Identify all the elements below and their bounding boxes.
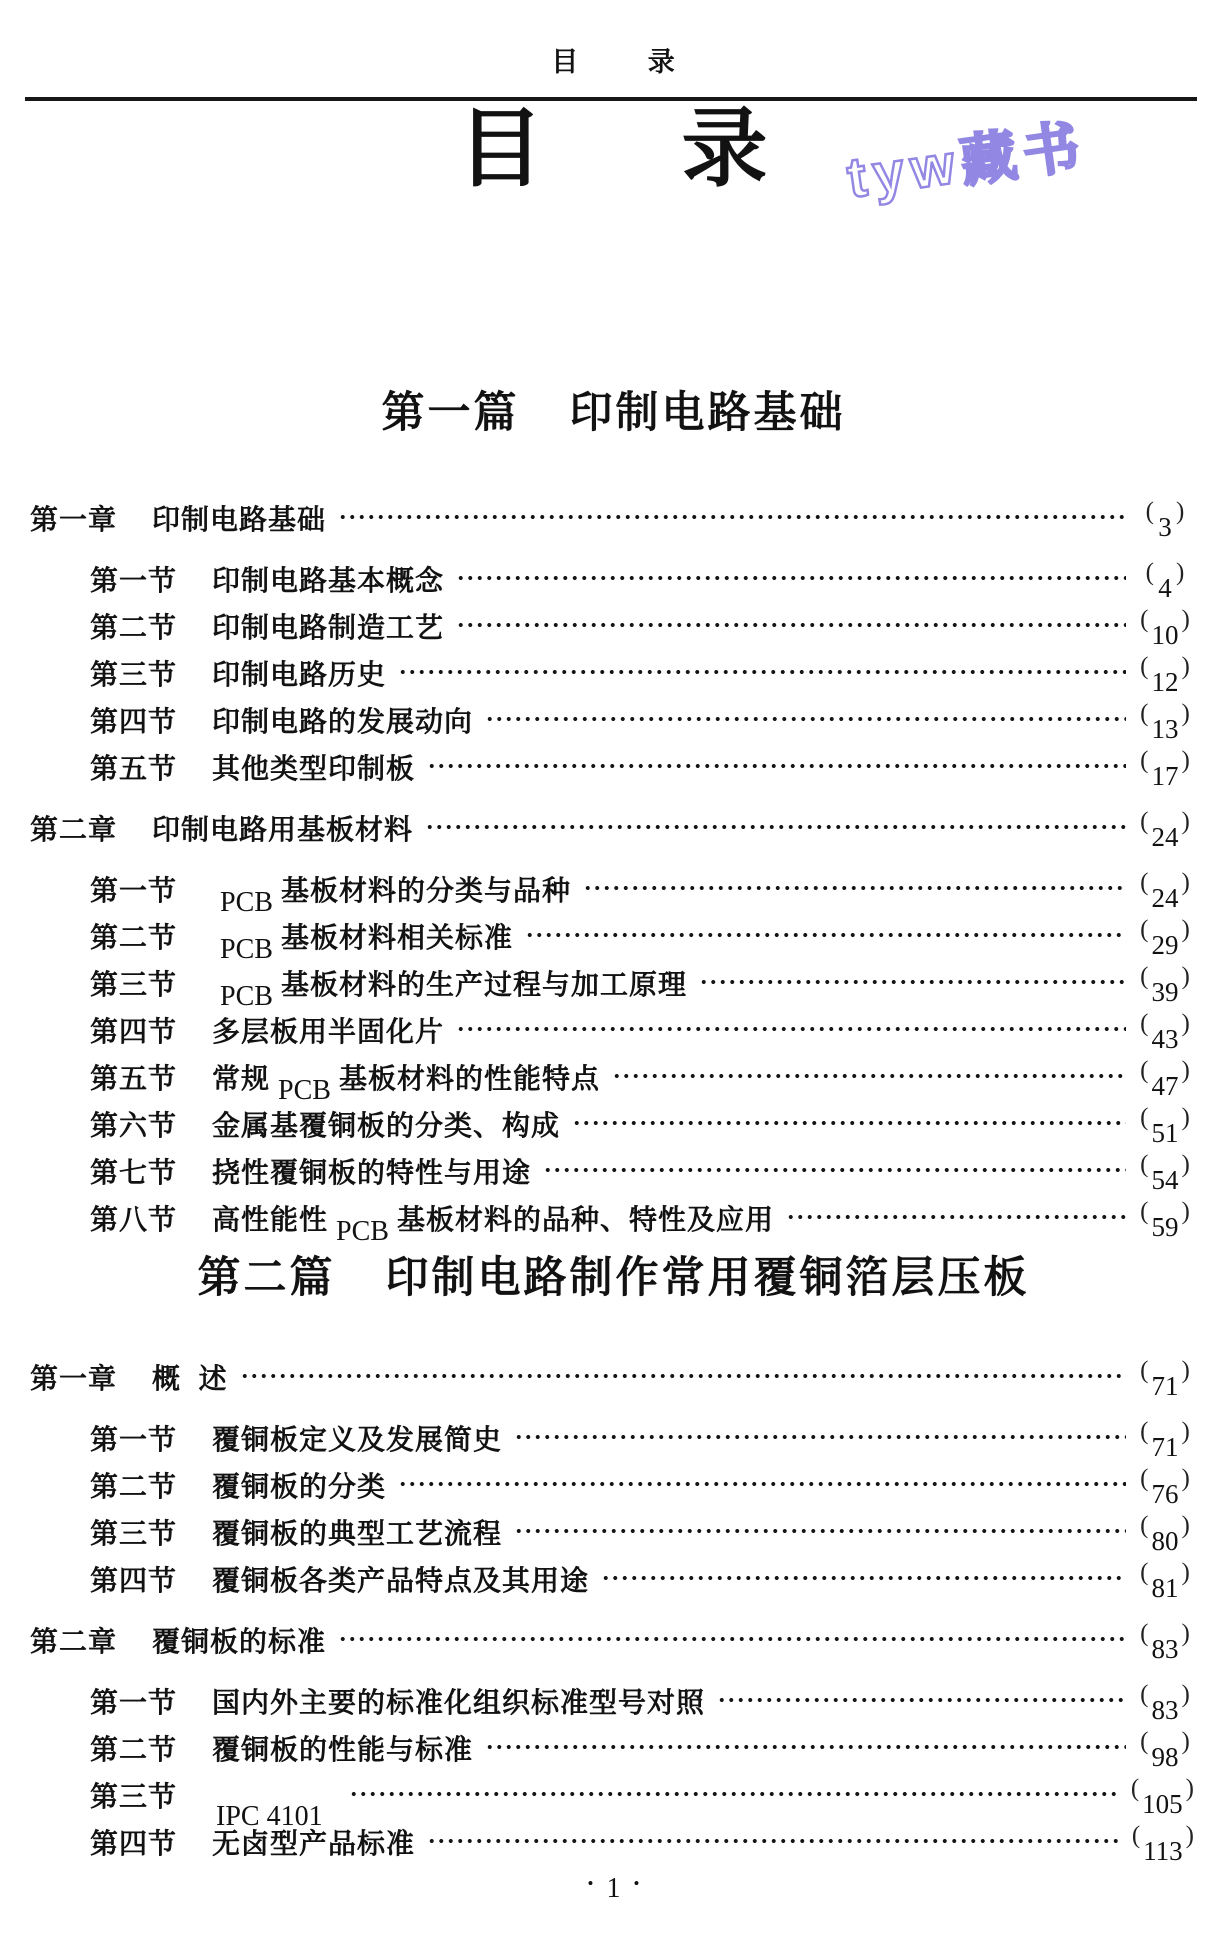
paren-open: ( bbox=[1140, 700, 1149, 727]
page-number-value: 29 bbox=[1151, 930, 1179, 960]
entry-title bbox=[212, 1057, 600, 1106]
toc-list-part-2 bbox=[0, 1353, 1227, 1865]
dot-leader bbox=[398, 667, 1126, 677]
entry-title bbox=[212, 1198, 774, 1247]
page-number-value: 98 bbox=[1151, 1742, 1179, 1772]
dot-leader bbox=[786, 1212, 1126, 1222]
paren-open: ( bbox=[1130, 1775, 1140, 1802]
paren-open: ( bbox=[1140, 606, 1149, 633]
page-number-value: 80 bbox=[1151, 1526, 1179, 1556]
page-number-value: 71 bbox=[1151, 1432, 1179, 1462]
paren-open: ( bbox=[1140, 1559, 1149, 1586]
toc-row-section bbox=[0, 696, 1227, 743]
entry-title-text: 印制电路用基板材料 bbox=[152, 813, 414, 845]
page-footer bbox=[0, 1873, 1227, 1905]
page-number bbox=[1130, 1775, 1194, 1819]
toc-row-section bbox=[0, 1006, 1227, 1053]
paren-open: ( bbox=[1131, 1822, 1141, 1849]
paren-close: ) bbox=[1181, 1357, 1190, 1384]
part-1-number: 第一篇 bbox=[381, 390, 520, 437]
part-2-title: 印制电路制作常用覆铜箔层压板 bbox=[385, 1255, 1030, 1302]
toc-row-section bbox=[0, 1555, 1227, 1602]
toc-row-section bbox=[0, 1771, 1227, 1832]
entry-title bbox=[212, 1559, 589, 1599]
entry-number-label: 第五节 bbox=[90, 1062, 178, 1094]
paren-close: ) bbox=[1181, 1057, 1190, 1084]
page-number bbox=[1136, 1418, 1194, 1462]
entry-number-label: 第二章 bbox=[30, 1625, 118, 1657]
paren-open: ( bbox=[1140, 869, 1149, 896]
entry-title-latin: PCB bbox=[278, 1074, 331, 1106]
page-number bbox=[1136, 653, 1194, 697]
entry-title-latin: PCB bbox=[220, 886, 273, 918]
entry-title-text: 基板材料的品种、特性及应用 bbox=[396, 1203, 774, 1235]
page-number-value: 71 bbox=[1151, 1371, 1179, 1401]
entry-title-latin: PCB bbox=[336, 1215, 389, 1247]
dot-leader bbox=[427, 1836, 1122, 1846]
page-number bbox=[1136, 916, 1194, 960]
entry-title-text: 高性能性 bbox=[212, 1203, 329, 1235]
paren-open: ( bbox=[1140, 1057, 1149, 1084]
page-number-value: 83 bbox=[1151, 1634, 1179, 1664]
paren-close: ) bbox=[1176, 498, 1185, 525]
page-number-value: 24 bbox=[1151, 822, 1179, 852]
page-number bbox=[1136, 1681, 1194, 1725]
paren-open: ( bbox=[1140, 1010, 1149, 1037]
paren-close: ) bbox=[1181, 869, 1190, 896]
entry-title bbox=[212, 700, 473, 740]
dot-leader bbox=[543, 1165, 1126, 1175]
paren-close: ) bbox=[1181, 606, 1190, 633]
page-number bbox=[1136, 1512, 1194, 1556]
entry-title bbox=[212, 1512, 502, 1552]
entry-number-label: 第二节 bbox=[90, 1733, 178, 1765]
entry-number-label: 第一节 bbox=[90, 1423, 178, 1455]
paren-close: ) bbox=[1181, 1418, 1190, 1445]
entry-number-label: 第一节 bbox=[90, 874, 178, 906]
entry-title bbox=[212, 606, 444, 646]
page-number bbox=[1136, 1465, 1194, 1509]
page-number-value: 10 bbox=[1151, 620, 1179, 650]
paren-open: ( bbox=[1140, 747, 1149, 774]
toc-row-section bbox=[0, 1414, 1227, 1461]
toc-row-section bbox=[0, 1724, 1227, 1771]
paren-open: ( bbox=[1140, 1728, 1149, 1755]
dot-leader bbox=[601, 1573, 1126, 1583]
entry-title bbox=[212, 1104, 560, 1144]
page-number-value: 83 bbox=[1151, 1695, 1179, 1725]
paren-close: ) bbox=[1181, 1728, 1190, 1755]
entry-title bbox=[152, 1620, 326, 1660]
entry-title bbox=[212, 559, 444, 599]
paren-close: ) bbox=[1181, 1151, 1190, 1178]
entry-number-label: 第三节 bbox=[90, 968, 178, 1000]
paren-close: ) bbox=[1185, 1775, 1194, 1802]
page-number-value: 24 bbox=[1151, 883, 1179, 913]
page-number bbox=[1136, 869, 1194, 913]
toc-row-section bbox=[0, 602, 1227, 649]
paren-open: ( bbox=[1140, 963, 1149, 990]
entry-title bbox=[212, 1465, 386, 1505]
toc-row-section bbox=[0, 555, 1227, 602]
entry-title-text: 基板材料的生产过程与加工原理 bbox=[280, 968, 687, 1000]
paren-close: ) bbox=[1181, 747, 1190, 774]
dot-leader bbox=[349, 1789, 1121, 1799]
toc-row-section bbox=[0, 959, 1227, 1012]
toc-row-section bbox=[0, 1508, 1227, 1555]
entry-title-latin: PCB bbox=[220, 933, 273, 965]
paren-close: ) bbox=[1185, 1822, 1194, 1849]
toc-row-section bbox=[0, 1818, 1227, 1865]
entry-number-label: 第六节 bbox=[90, 1109, 178, 1141]
dot-leader bbox=[572, 1118, 1126, 1128]
entry-title bbox=[212, 1418, 502, 1458]
page-number-value: 76 bbox=[1151, 1479, 1179, 1509]
entry-title-text: 覆铜板的典型工艺流程 bbox=[212, 1517, 503, 1549]
entry-title-text: 多层板用半固化片 bbox=[212, 1015, 445, 1047]
page-number-value: 113 bbox=[1143, 1836, 1183, 1866]
entry-title bbox=[212, 747, 415, 787]
paren-close: ) bbox=[1181, 700, 1190, 727]
toc-row-section bbox=[0, 743, 1227, 790]
entry-title-text: 覆铜板的性能与标准 bbox=[212, 1733, 474, 1765]
entry-title bbox=[212, 1681, 705, 1721]
toc-row-section bbox=[0, 1100, 1227, 1147]
entry-title-text: 印制电路基本概念 bbox=[212, 564, 445, 596]
dot-leader bbox=[425, 822, 1126, 832]
entry-title-text: 覆铜板各类产品特点及其用途 bbox=[212, 1564, 590, 1596]
entry-number-label: 第四节 bbox=[90, 705, 178, 737]
dot-leader bbox=[612, 1071, 1126, 1081]
entry-number-label: 第一节 bbox=[90, 1686, 178, 1718]
page-number-value: 39 bbox=[1151, 977, 1179, 1007]
paren-close: ) bbox=[1176, 559, 1185, 586]
paren-open: ( bbox=[1145, 498, 1154, 525]
dot-leader bbox=[338, 1634, 1126, 1644]
paren-close: ) bbox=[1181, 1681, 1190, 1708]
entry-title-text: 印制电路的发展动向 bbox=[212, 705, 474, 737]
header-rule bbox=[25, 97, 1197, 101]
entry-title-latin: PCB bbox=[220, 980, 273, 1012]
paren-close: ) bbox=[1181, 1620, 1190, 1647]
entry-title-text: 印制电路制造工艺 bbox=[212, 611, 445, 643]
entry-title bbox=[152, 498, 326, 538]
entry-title-text: 基板材料相关标准 bbox=[280, 921, 513, 953]
entry-title bbox=[212, 916, 513, 965]
paren-open: ( bbox=[1140, 1681, 1149, 1708]
toc-row-section bbox=[0, 1053, 1227, 1106]
page-number-value: 43 bbox=[1151, 1024, 1179, 1054]
paren-close: ) bbox=[1181, 1559, 1190, 1586]
page-number-value: 12 bbox=[1151, 667, 1179, 697]
entry-number-label: 第四节 bbox=[90, 1015, 178, 1047]
entry-title-text: 覆铜板的分类 bbox=[212, 1470, 387, 1502]
part-2-number: 第二篇 bbox=[197, 1255, 336, 1302]
page-title: 目 录 bbox=[457, 101, 770, 197]
page-header bbox=[0, 0, 1227, 79]
entry-title bbox=[212, 1010, 444, 1050]
page-number bbox=[1136, 1151, 1194, 1195]
paren-close: ) bbox=[1181, 1104, 1190, 1131]
entry-number-label: 第二章 bbox=[30, 813, 118, 845]
dot-leader bbox=[427, 761, 1126, 771]
part-1-heading bbox=[0, 390, 1227, 438]
page-number bbox=[1136, 1010, 1194, 1054]
paren-open: ( bbox=[1145, 559, 1154, 586]
entry-number-label: 第三节 bbox=[90, 658, 178, 690]
page-number bbox=[1136, 1620, 1194, 1664]
toc-row-section bbox=[0, 1147, 1227, 1194]
toc-row-chapter bbox=[0, 1616, 1227, 1663]
entry-number-label: 第三节 bbox=[90, 1780, 178, 1812]
paren-close: ) bbox=[1181, 963, 1190, 990]
entry-title-text: 印制电路基础 bbox=[152, 503, 327, 535]
entry-number-label: 第一章 bbox=[30, 503, 118, 535]
dot-leader bbox=[717, 1695, 1126, 1705]
footer-dot-left: • bbox=[587, 1874, 594, 1893]
page-number bbox=[1136, 1728, 1194, 1772]
entry-title-text: 其他类型印制板 bbox=[212, 752, 416, 784]
entry-title-text: 概 述 bbox=[152, 1362, 228, 1394]
entry-title-text: 无卤型产品标准 bbox=[212, 1827, 416, 1859]
entry-number-label: 第二节 bbox=[90, 611, 178, 643]
page-number-value: 51 bbox=[1151, 1118, 1179, 1148]
dot-leader bbox=[456, 573, 1126, 583]
page-number-value: 59 bbox=[1151, 1212, 1179, 1242]
entry-title-text: 覆铜板定义及发展简史 bbox=[212, 1423, 503, 1455]
paren-close: ) bbox=[1181, 653, 1190, 680]
entry-number-label: 第四节 bbox=[90, 1564, 178, 1596]
page-number bbox=[1136, 747, 1194, 791]
paren-open: ( bbox=[1140, 808, 1149, 835]
entry-title-text: 常规 bbox=[212, 1062, 271, 1094]
paren-open: ( bbox=[1140, 653, 1149, 680]
toc-row-section bbox=[0, 1461, 1227, 1508]
toc-row-chapter bbox=[0, 804, 1227, 851]
page-number-value: 13 bbox=[1151, 714, 1179, 744]
entry-number-label: 第二节 bbox=[90, 921, 178, 953]
page-number-value: 47 bbox=[1151, 1071, 1179, 1101]
page-number bbox=[1136, 1057, 1194, 1101]
paren-close: ) bbox=[1181, 808, 1190, 835]
paren-close: ) bbox=[1181, 1198, 1190, 1225]
paren-close: ) bbox=[1181, 1010, 1190, 1037]
dot-leader bbox=[338, 512, 1126, 522]
page-number bbox=[1136, 1357, 1194, 1401]
page-number-value: 17 bbox=[1151, 761, 1179, 791]
entry-title bbox=[212, 1778, 337, 1832]
part-2 bbox=[0, 1255, 1227, 1865]
page-number-value: 54 bbox=[1151, 1165, 1179, 1195]
entry-title-text: 金属基覆铜板的分类、构成 bbox=[212, 1109, 561, 1141]
entry-title-text: 覆铜板的标准 bbox=[152, 1625, 327, 1657]
page-number bbox=[1136, 963, 1194, 1007]
dot-leader bbox=[583, 883, 1126, 893]
footer-page-number: 1 bbox=[606, 1873, 621, 1904]
dot-leader bbox=[514, 1526, 1126, 1536]
toc-list-part-1 bbox=[0, 494, 1227, 1247]
paren-open: ( bbox=[1140, 1465, 1149, 1492]
entry-title bbox=[212, 963, 687, 1012]
page-number bbox=[1136, 606, 1194, 650]
page-number bbox=[1131, 1822, 1194, 1866]
page-number bbox=[1136, 808, 1194, 852]
entry-title bbox=[212, 653, 386, 693]
dot-leader bbox=[514, 1432, 1126, 1442]
entry-number-label: 第七节 bbox=[90, 1156, 178, 1188]
entry-title-text: 挠性覆铜板的特性与用途 bbox=[212, 1156, 532, 1188]
entry-title bbox=[152, 1357, 228, 1397]
page-number-value: 3 bbox=[1158, 512, 1172, 542]
page-number bbox=[1136, 498, 1194, 542]
entry-title bbox=[212, 1728, 473, 1768]
toc-row-section bbox=[0, 912, 1227, 965]
dot-leader bbox=[525, 930, 1126, 940]
page-number bbox=[1136, 559, 1194, 603]
paren-close: ) bbox=[1181, 1512, 1190, 1539]
part-2-heading bbox=[0, 1255, 1227, 1303]
entry-number-label: 第八节 bbox=[90, 1203, 178, 1235]
paren-open: ( bbox=[1140, 1151, 1149, 1178]
footer-dot-right: • bbox=[633, 1874, 640, 1893]
paren-close: ) bbox=[1181, 916, 1190, 943]
page-number-value: 4 bbox=[1158, 573, 1172, 603]
entry-title-text: 基板材料的性能特点 bbox=[338, 1062, 600, 1094]
entry-title-latin: IPC 4101 bbox=[216, 1801, 323, 1832]
entry-title bbox=[212, 869, 571, 918]
entry-title bbox=[152, 808, 413, 848]
dot-leader bbox=[398, 1479, 1126, 1489]
toc-row-chapter bbox=[0, 1353, 1227, 1400]
page-number bbox=[1136, 1559, 1194, 1603]
entry-number-label: 第一章 bbox=[30, 1362, 118, 1394]
page-number bbox=[1136, 1198, 1194, 1242]
entry-title bbox=[212, 1151, 531, 1191]
dot-leader bbox=[699, 977, 1126, 987]
entry-title-text: 国内外主要的标准化组织标准型号对照 bbox=[212, 1686, 706, 1718]
paren-open: ( bbox=[1140, 1620, 1149, 1647]
entry-title-text: 印制电路历史 bbox=[212, 658, 387, 690]
running-header: 目 录 bbox=[551, 47, 676, 77]
dot-leader bbox=[485, 1742, 1126, 1752]
paren-open: ( bbox=[1140, 1104, 1149, 1131]
paren-open: ( bbox=[1140, 1198, 1149, 1225]
page-number bbox=[1136, 700, 1194, 744]
paren-close: ) bbox=[1181, 1465, 1190, 1492]
toc-row-chapter bbox=[0, 494, 1227, 541]
entry-number-label: 第一节 bbox=[90, 564, 178, 596]
toc-row-section bbox=[0, 649, 1227, 696]
paren-open: ( bbox=[1140, 916, 1149, 943]
page-number bbox=[1136, 1104, 1194, 1148]
dot-leader bbox=[456, 620, 1126, 630]
toc-row-section bbox=[0, 1194, 1227, 1247]
part-1-title: 印制电路基础 bbox=[569, 390, 846, 437]
entry-title-text: 基板材料的分类与品种 bbox=[280, 874, 571, 906]
paren-open: ( bbox=[1140, 1418, 1149, 1445]
dot-leader bbox=[240, 1371, 1126, 1381]
entry-number-label: 第三节 bbox=[90, 1517, 178, 1549]
part-1 bbox=[0, 390, 1227, 1247]
collector-stamp-watermark: tyw藏书 bbox=[843, 113, 1091, 210]
entry-number-label: 第四节 bbox=[90, 1827, 178, 1859]
paren-open: ( bbox=[1140, 1512, 1149, 1539]
paren-open: ( bbox=[1140, 1357, 1149, 1384]
page-number-value: 81 bbox=[1151, 1573, 1179, 1603]
dot-leader bbox=[485, 714, 1126, 724]
entry-number-label: 第五节 bbox=[90, 752, 178, 784]
page-number-value: 105 bbox=[1142, 1789, 1183, 1819]
entry-number-label: 第二节 bbox=[90, 1470, 178, 1502]
dot-leader bbox=[456, 1024, 1126, 1034]
toc-row-section bbox=[0, 865, 1227, 918]
toc-row-section bbox=[0, 1677, 1227, 1724]
